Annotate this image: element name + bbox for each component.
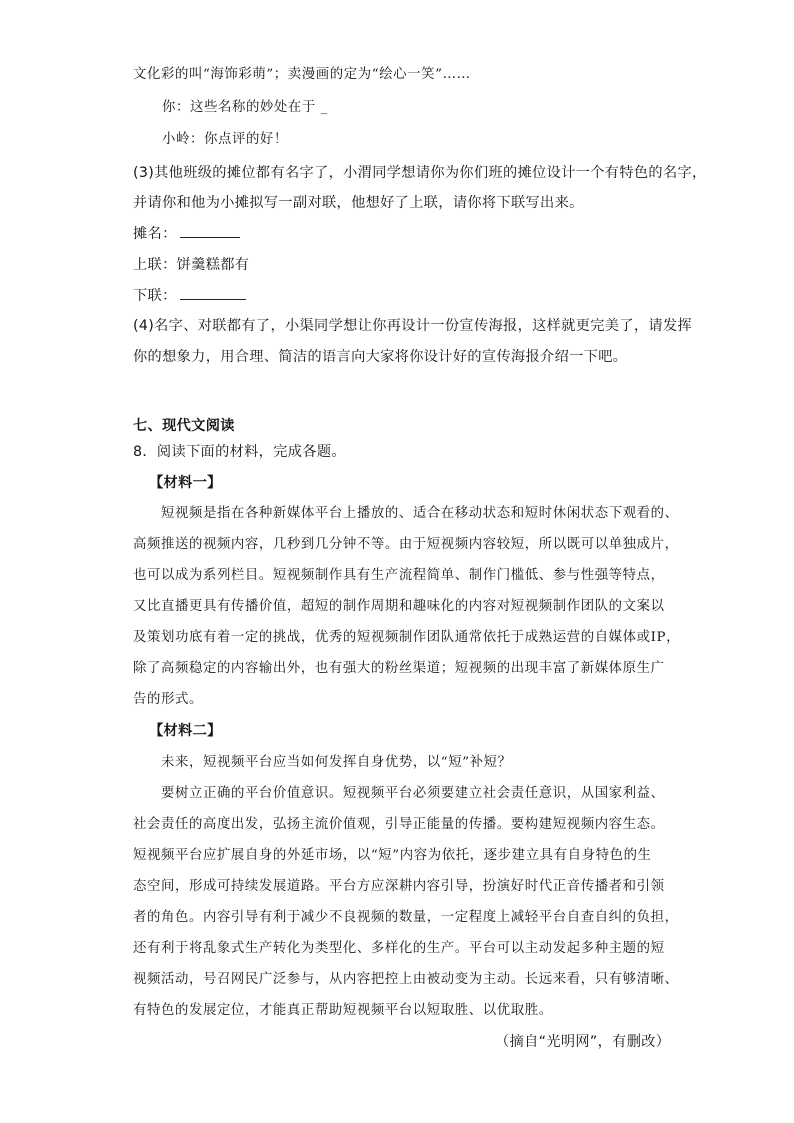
q3-text-line-2: 并请你和他为小摊拟写一副对联，他想好了上联，请你将下联写出来。 [133,195,584,211]
material-1-line: 短视频是指在各种新媒体平台上播放的、适合在移动状态和短时休闲状态下观看的、 [161,506,679,521]
material-1-title: 【材料一】 [149,475,222,491]
lower-couplet-row [133,289,246,303]
material-1-line: 告的形式。 [133,692,203,707]
stall-name-blank[interactable] [180,236,240,238]
upper-couplet: 上联：饼羹糕都有 [133,257,250,273]
you-comment-line: 你：这些名称的妙处在于 _ [162,100,329,115]
material-2-line: 视频活动，号召网民广泛参与，从内容把控上由被动变为主动。长远来看，只有够清晰、 [133,972,679,987]
section-heading: 七、现代文阅读 [133,418,235,434]
source-citation: （摘自“光明网”，有删改） [495,1034,671,1050]
xiaoling-reply-line: 小岭：你点评的好！ [162,132,288,147]
stall-name-row [133,227,240,241]
lower-couplet-blank[interactable] [180,298,246,300]
lower-couplet-label: 下联： [133,288,177,304]
q3-text-line-1: (3)其他班级的摊位都有名字了，小渭同学想请你为你们班的摊位设计一个有特色的名字， [133,165,707,181]
material-2-title: 【材料二】 [149,723,222,739]
material-2-line: 未来，短视频平台应当如何发挥自身优势，以“短”补短？ [161,755,512,770]
material-1-line: 及策划功底有着一定的挑战，优秀的短视频制作团队通常依托于成熟运营的自媒体或IP， [133,630,681,645]
stall-name-label: 摊名： [133,226,177,242]
material-2-line: 要树立正确的平台价值意识。短视频平台必须要建立社会责任意识，从国家利益、 [161,786,665,801]
material-1-line: 也可以成为系列栏目。短视频制作具有生产流程简单、制作门槛低、参与性强等特点， [133,568,665,583]
q4-text-line-2: 你的想象力，用合理、简洁的语言向大家将你设计好的宣传海报介绍一下吧。 [133,349,628,365]
material-1-line: 又比直播更具有传播价值，超短的制作周期和趣味化的内容对短视频制作团队的文案以 [133,599,665,614]
material-2-line: 者的角色。内容引导有利于减少不良视频的数量，一定程度上减轻平台自查自纠的负担， [133,910,679,925]
material-2-line: 还有利于将乱象式生产转化为类型化、多样化的生产。平台可以主动发起多种主题的短 [133,941,665,956]
q4-text-line-1: (4)名字、对联都有了，小渠同学想让你再设计一份宣传海报，这样就更完美了，请发挥 [133,318,693,334]
material-1-line: 高频推送的视频内容，几秒到几分钟不等。由于短视频内容较短，所以既可以单独成片， [133,537,679,552]
material-2-line: 有特色的发展定位，才能真正帮助短视频平台以短取胜、以优取胜。 [133,1003,553,1018]
material-2-line: 态空间，形成可持续发展道路。平台方应深耕内容引导，扮演好时代正音传播者和引领 [133,879,665,894]
material-1-line: 除了高频稳定的内容输出外，也有强大的粉丝渠道；短视频的出现丰富了新媒体原生广 [133,661,665,676]
intro-line: 文化彩的叫“海饰彩萌”；卖漫画的定为“绘心一笑”…… [133,67,471,82]
material-2-line: 社会责任的高度出发，弘扬主流价值观，引导正能量的传播。要构建短视频内容生态。 [133,817,665,832]
material-2-line: 短视频平台应扩展自身的外延市场，以“短”内容为依托，逐步建立具有自身特色的生 [133,848,652,863]
question-8: 8．阅读下面的材料，完成各题。 [133,444,346,460]
